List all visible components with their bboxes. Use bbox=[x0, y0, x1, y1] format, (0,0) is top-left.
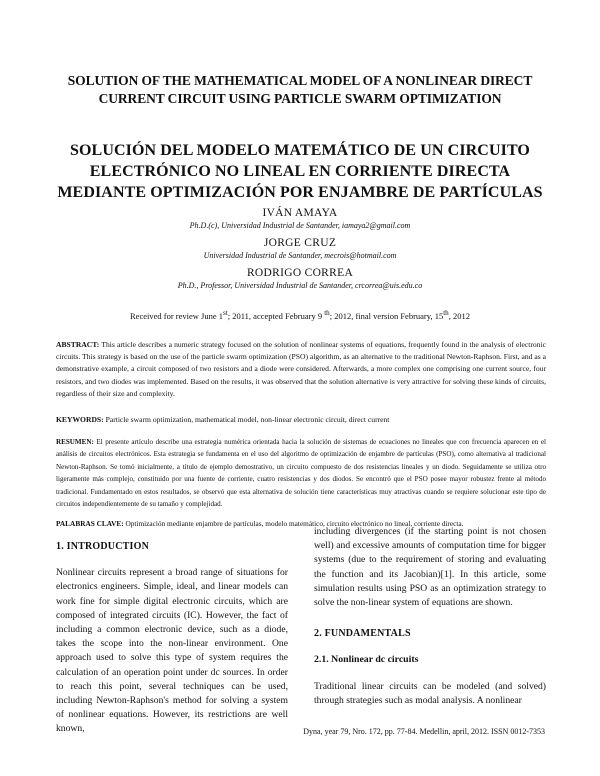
section-heading: 2. FUNDAMENTALS bbox=[314, 628, 411, 640]
author-block bbox=[50, 207, 550, 230]
abstract bbox=[56, 339, 546, 400]
paragraph: Traditional linear circuits can be modeled (and solved) through strategies such as modal analysis. A nonlinear bbox=[314, 680, 546, 706]
author-affiliation: Ph.D.(c), Universidad Industrial de Santander, iamaya2@gmail.com bbox=[189, 221, 411, 230]
paragraph: including divergences (if the starting point is not chosen well) and excessive amounts of computation time for bigger systems (due to the requirement of storing and evaluating the function and its Jacobian)[1]. In this article, some simulation results using PSO as an optimization strategy to solve the non-linear system of equations are shown. bbox=[314, 526, 546, 609]
author-block bbox=[50, 267, 550, 290]
author-name: IVÁN AMAYA bbox=[262, 207, 338, 219]
author-name: RODRIGO CORREA bbox=[246, 267, 354, 279]
journal-footer: Dyna, year 79, Nro. 172, pp. 77-84. Medellin, april, 2012. ISSN 0012-7353 bbox=[303, 727, 545, 736]
abstract-label: ABSTRACT: bbox=[56, 340, 100, 349]
title-english: SOLUTION OF THE MATHEMATICAL MODEL OF A NONLINEAR DIRECT CURRENT CIRCUIT USING PARTICLE SWARM OPTIMIZATION bbox=[67, 73, 533, 106]
received-dates: Received for review June 1st; 2011, accepted February 9 $^{th}$; 2012, final version February, 15th, 2012 bbox=[130, 309, 470, 321]
paragraph: Nonlinear circuits represent a broad range of situations for electronics engineers. Simple, ideal, and linear models can work fine for simple digital electronic circuits, which are composed of integrated circuits (IC). However, the fact of including a common electronic device, such as a diode, takes the scope into the non-linear environment. One approach used to solve this type of system requires the calculation of an operation point under dc sources. In order to reach this point, several techniques can be used, including Newton-Raphson's method for solving a system of nonlinear equations. However, its restrictions are well known, bbox=[56, 567, 288, 735]
palabras-label: PALABRAS CLAVE: bbox=[56, 519, 124, 528]
keywords-label: KEYWORDS: bbox=[56, 415, 104, 424]
right-column bbox=[314, 525, 546, 708]
author-affiliation: Ph.D., Professor, Universidad Industrial de Santander, crcorrea@uis.edu.co bbox=[177, 281, 423, 290]
resumen bbox=[56, 436, 546, 510]
title-spanish: SOLUCIÓN DEL MODELO MATEMÁTICO DE UN CIRCUITO ELECTRÓNICO NO LINEAL EN CORRIENTE DIRECTA MEDIANTE OPTIMIZACIÓN POR ENJAMBRE DE PARTÍCULAS bbox=[57, 142, 543, 201]
author-affiliation: Universidad Industrial de Santander, mecrois@hotmail.com bbox=[203, 251, 397, 260]
keywords-text: Particle swarm optimization, mathematical model, non-linear electronic circuit, direct current bbox=[105, 415, 390, 424]
resumen-label: RESUMEN: bbox=[56, 438, 94, 446]
author-block bbox=[50, 237, 550, 260]
resumen-text: El presente artículo describe una estrategia numérica orientada hacia la solución de sistemas de ecuaciones no lineales que con frecuencia aparecen en el análisis de circuitos electrónicos. Esta estrategia se fundamenta en el uso del algoritmo de optimización de enjambre de partículas (PSO), como alternativa al tradicional Newton-Raphson. Se tomó inicialmente, a título de ejemplo demostrativo, un circuito compuesto de dos resistencias lineales y un diodo. Seguidamente se utiliza otro ligeramente más complejo, constituido por una fuente de corriente, cuatro resistencias y dos diodos. Se encontró que el PSO posee mayor robustez frente al método tradicional. Fundamentado en estos resultados, se observó que esta alternativa de solución tiene características muy atractivas cuando se requiere solucionar este tipo de circuitos independientemente de su tamaño y complejidad. bbox=[56, 438, 547, 509]
keywords bbox=[56, 414, 546, 426]
abstract-text: This article describes a numeric strategy focused on the solution of nonlinear systems of equations, frequently found in the analysis of electronic circuits. This strategy is based on the use of the particle swarm optimization (PSO) algorithm, as an alternative to the traditional Newton-Raphson. First, and as a demonstrative example, a circuit composed of two resistors and a diode were considered. Afterwards, a more complex one comprising one current source, four resistors, and two diodes was implemented. Based on the results, it was observed that the solution alternative is very attractive for solving these kinds of circuits, regardless of their size and complexity. bbox=[56, 340, 546, 398]
subsection-heading: 2.1. Nonlinear dc circuits bbox=[314, 654, 419, 666]
palabras-text: Optimización mediante enjambre de partículas, modelo matemático, circuito electrónico no lineal, corriente directa. bbox=[125, 519, 464, 528]
left-column bbox=[56, 540, 288, 737]
author-name: JORGE CRUZ bbox=[263, 237, 337, 249]
section-heading: 1. INTRODUCTION bbox=[56, 541, 150, 552]
